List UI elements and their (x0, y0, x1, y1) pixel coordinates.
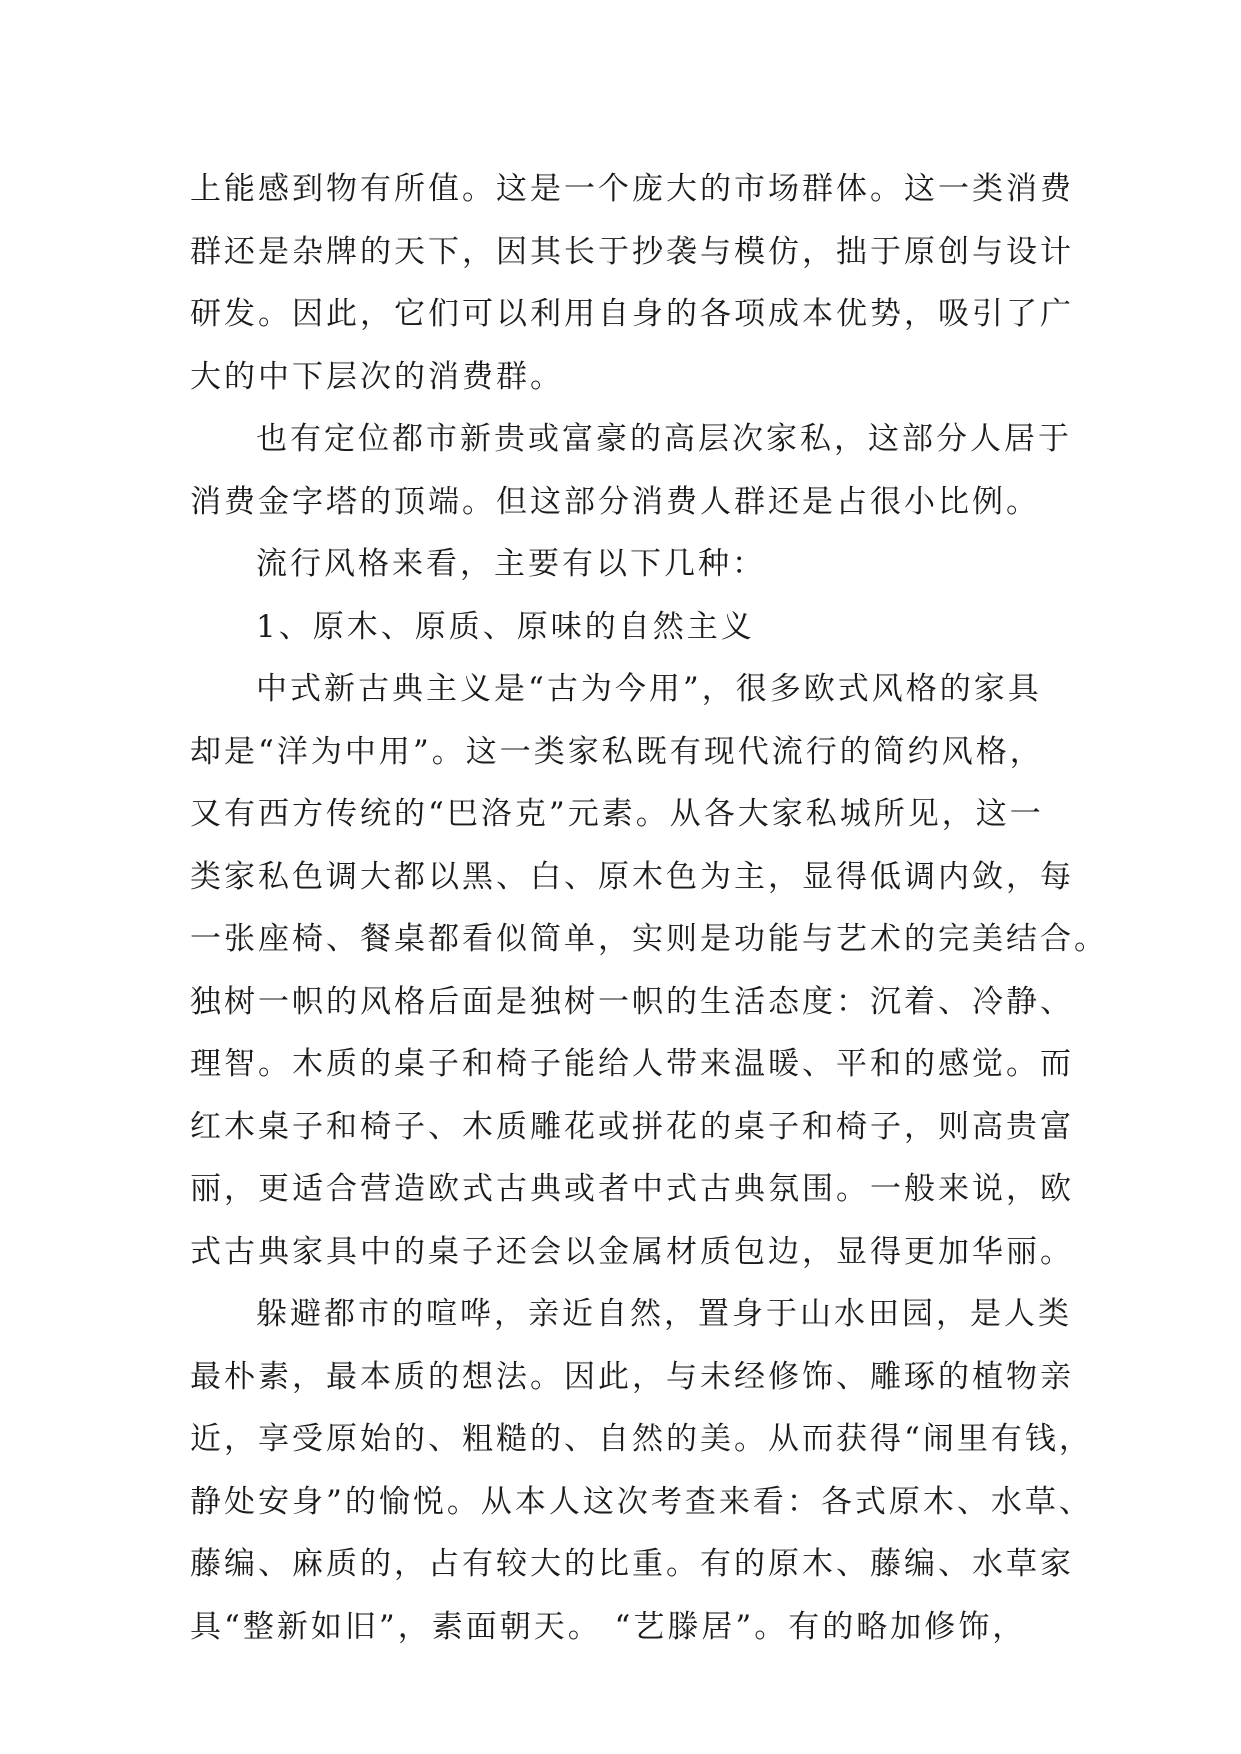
text-line: 却是“洋为中用”。这一类家私既有现代流行的简约风格， (190, 733, 1044, 770)
text-line: 静处安身”的愉悦。从本人这次考查来看：各式原木、水草、 (190, 1483, 1093, 1520)
text-line: 上能感到物有所值。这是一个庞大的市场群体。这一类消费 (190, 171, 1074, 207)
text-line: 中式新古典主义是“古为今用”，很多欧式风格的家具 (256, 671, 1042, 707)
text-line: 消费金字塔的顶端。但这部分消费人群还是占很小比例。 (190, 483, 1040, 520)
text-line: 藤编、麻质的，占有较大的比重。有的原木、藤编、水草家 (190, 1546, 1074, 1582)
text-line: 大的中下层次的消费群。 (190, 358, 564, 395)
text-line: 理智。木质的桌子和椅子能给人带来温暖、平和的感觉。而 (190, 1046, 1074, 1082)
text-line: 研发。因此，它们可以利用自身的各项成本优势，吸引了广 (190, 296, 1074, 332)
text-line: 流行风格来看，主要有以下几种： (256, 546, 766, 582)
text-line: 群还是杂牌的天下，因其长于抄袭与模仿，拙于原创与设计 (190, 233, 1074, 270)
text-line: 独树一帜的风格后面是独树一帜的生活态度：沉着、冷静、 (190, 983, 1074, 1020)
text-line: 丽，更适合营造欧式古典或者中式古典氛围。一般来说，欧 (190, 1171, 1074, 1207)
text-line: 也有定位都市新贵或富豪的高层次家私，这部分人居于 (256, 421, 1072, 457)
text-line: 具“整新如旧”，素面朝天。 “艺滕居”。有的略加修饰， (190, 1608, 1027, 1645)
text-line: 1、原木、原质、原味的自然主义 (256, 608, 755, 645)
text-line: 又有西方传统的“巴洛克”元素。从各大家私城所见，这一 (190, 796, 1044, 832)
text-line: 最朴素，最本质的想法。因此，与未经修饰、雕琢的植物亲 (190, 1358, 1074, 1395)
text-line: 近，享受原始的、粗糙的、自然的美。从而获得“闹里有钱， (190, 1421, 1093, 1457)
document-body (190, 158, 1108, 1658)
text-line: 式古典家具中的桌子还会以金属材质包边，显得更加华丽。 (190, 1233, 1074, 1270)
text-line: 红木桌子和椅子、木质雕花或拼花的桌子和椅子，则高贵富 (190, 1108, 1074, 1145)
text-line: 类家私色调大都以黑、白、原木色为主，显得低调内敛，每 (190, 858, 1074, 895)
text-line: 一张座椅、餐桌都看似简单，实则是功能与艺术的完美结合。 (190, 921, 1108, 957)
text-line: 躲避都市的喧哗，亲近自然，置身于山水田园，是人类 (256, 1296, 1072, 1332)
